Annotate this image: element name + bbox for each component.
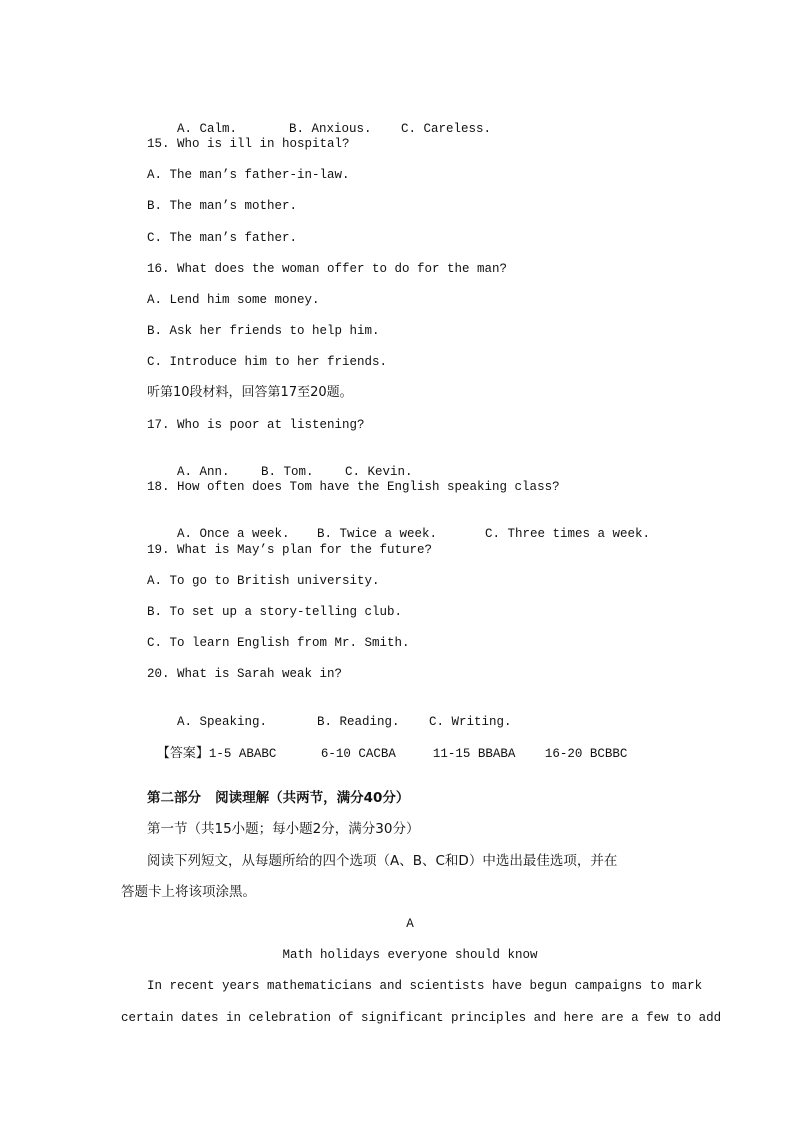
passage-title: Math holidays everyone should know	[282, 948, 538, 962]
passage-paragraph-line-2: certain dates in celebration of significant principles and here are a few to add	[121, 1011, 722, 1025]
q17-option-a: A. Ann.	[177, 465, 230, 479]
q15-option-b: B. The man’s mother.	[147, 199, 298, 213]
q14-option-a: A. Calm.	[177, 122, 238, 136]
q16-option-b: B. Ask her friends to help him.	[147, 324, 380, 338]
q19-text: 19. What is May’s plan for the future?	[147, 543, 433, 557]
answer-key	[141, 729, 627, 778]
passage-paragraph-line-1: In recent years mathematicians and scientists have begun campaigns to mark	[147, 979, 703, 993]
q20-option-b: B. Reading.	[317, 715, 400, 729]
q16-text: 16. What does the woman offer to do for the man?	[147, 262, 508, 276]
q16-option-c: C. Introduce him to her friends.	[147, 355, 388, 369]
q20-option-c: C. Writing.	[429, 715, 512, 729]
q18-text: 18. How often does Tom have the English speaking class?	[147, 480, 560, 494]
q14-option-b: B. Anxious.	[289, 122, 372, 136]
q18-option-b: B. Twice a week.	[317, 527, 438, 541]
answer-11-15: 11-15 BBABA	[432, 747, 516, 761]
instruction-line-2: 答题卡上将该项涂黑。	[121, 884, 256, 900]
answer-1-5: 1-5 ABABC	[208, 747, 277, 761]
instruction-line-1: 阅读下列短文，从每题所给的四个选项（A、B、C和D）中选出最佳选项，并在	[147, 853, 618, 869]
q17-option-c: C. Kevin.	[345, 465, 413, 479]
q14-option-c: C. Careless.	[401, 122, 492, 136]
q18-option-c: C. Three times a week.	[485, 527, 651, 541]
q20-option-a: A. Speaking.	[177, 715, 268, 729]
q15-option-a: A. The man’s father-in-law.	[147, 168, 350, 182]
passage-letter: A	[406, 917, 414, 931]
answer-6-10: 6-10 CACBA	[320, 747, 396, 761]
q19-option-b: B. To set up a story-telling club.	[147, 605, 403, 619]
q20-text: 20. What is Sarah weak in?	[147, 667, 343, 681]
listening-instruction: 听第10段材料，回答第17至20题。	[147, 385, 353, 400]
q16-option-a: A. Lend him some money.	[147, 293, 320, 307]
q17-option-b: B. Tom.	[261, 465, 314, 479]
q15-text: 15. Who is ill in hospital?	[147, 137, 350, 151]
part2-title: 第二部分 阅读理解（共两节，满分40分）	[147, 790, 410, 806]
q18-option-a: A. Once a week.	[177, 527, 290, 541]
q17-text: 17. Who is poor at listening?	[147, 418, 365, 432]
q15-option-c: C. The man’s father.	[147, 231, 298, 245]
answer-label: 【答案】	[156, 746, 209, 761]
q19-option-c: C. To learn English from Mr. Smith.	[147, 636, 410, 650]
section1-title: 第一节（共15小题；每小题2分，满分30分）	[147, 821, 420, 837]
q19-option-a: A. To go to British university.	[147, 574, 380, 588]
answer-16-20: 16-20 BCBBC	[544, 747, 628, 761]
